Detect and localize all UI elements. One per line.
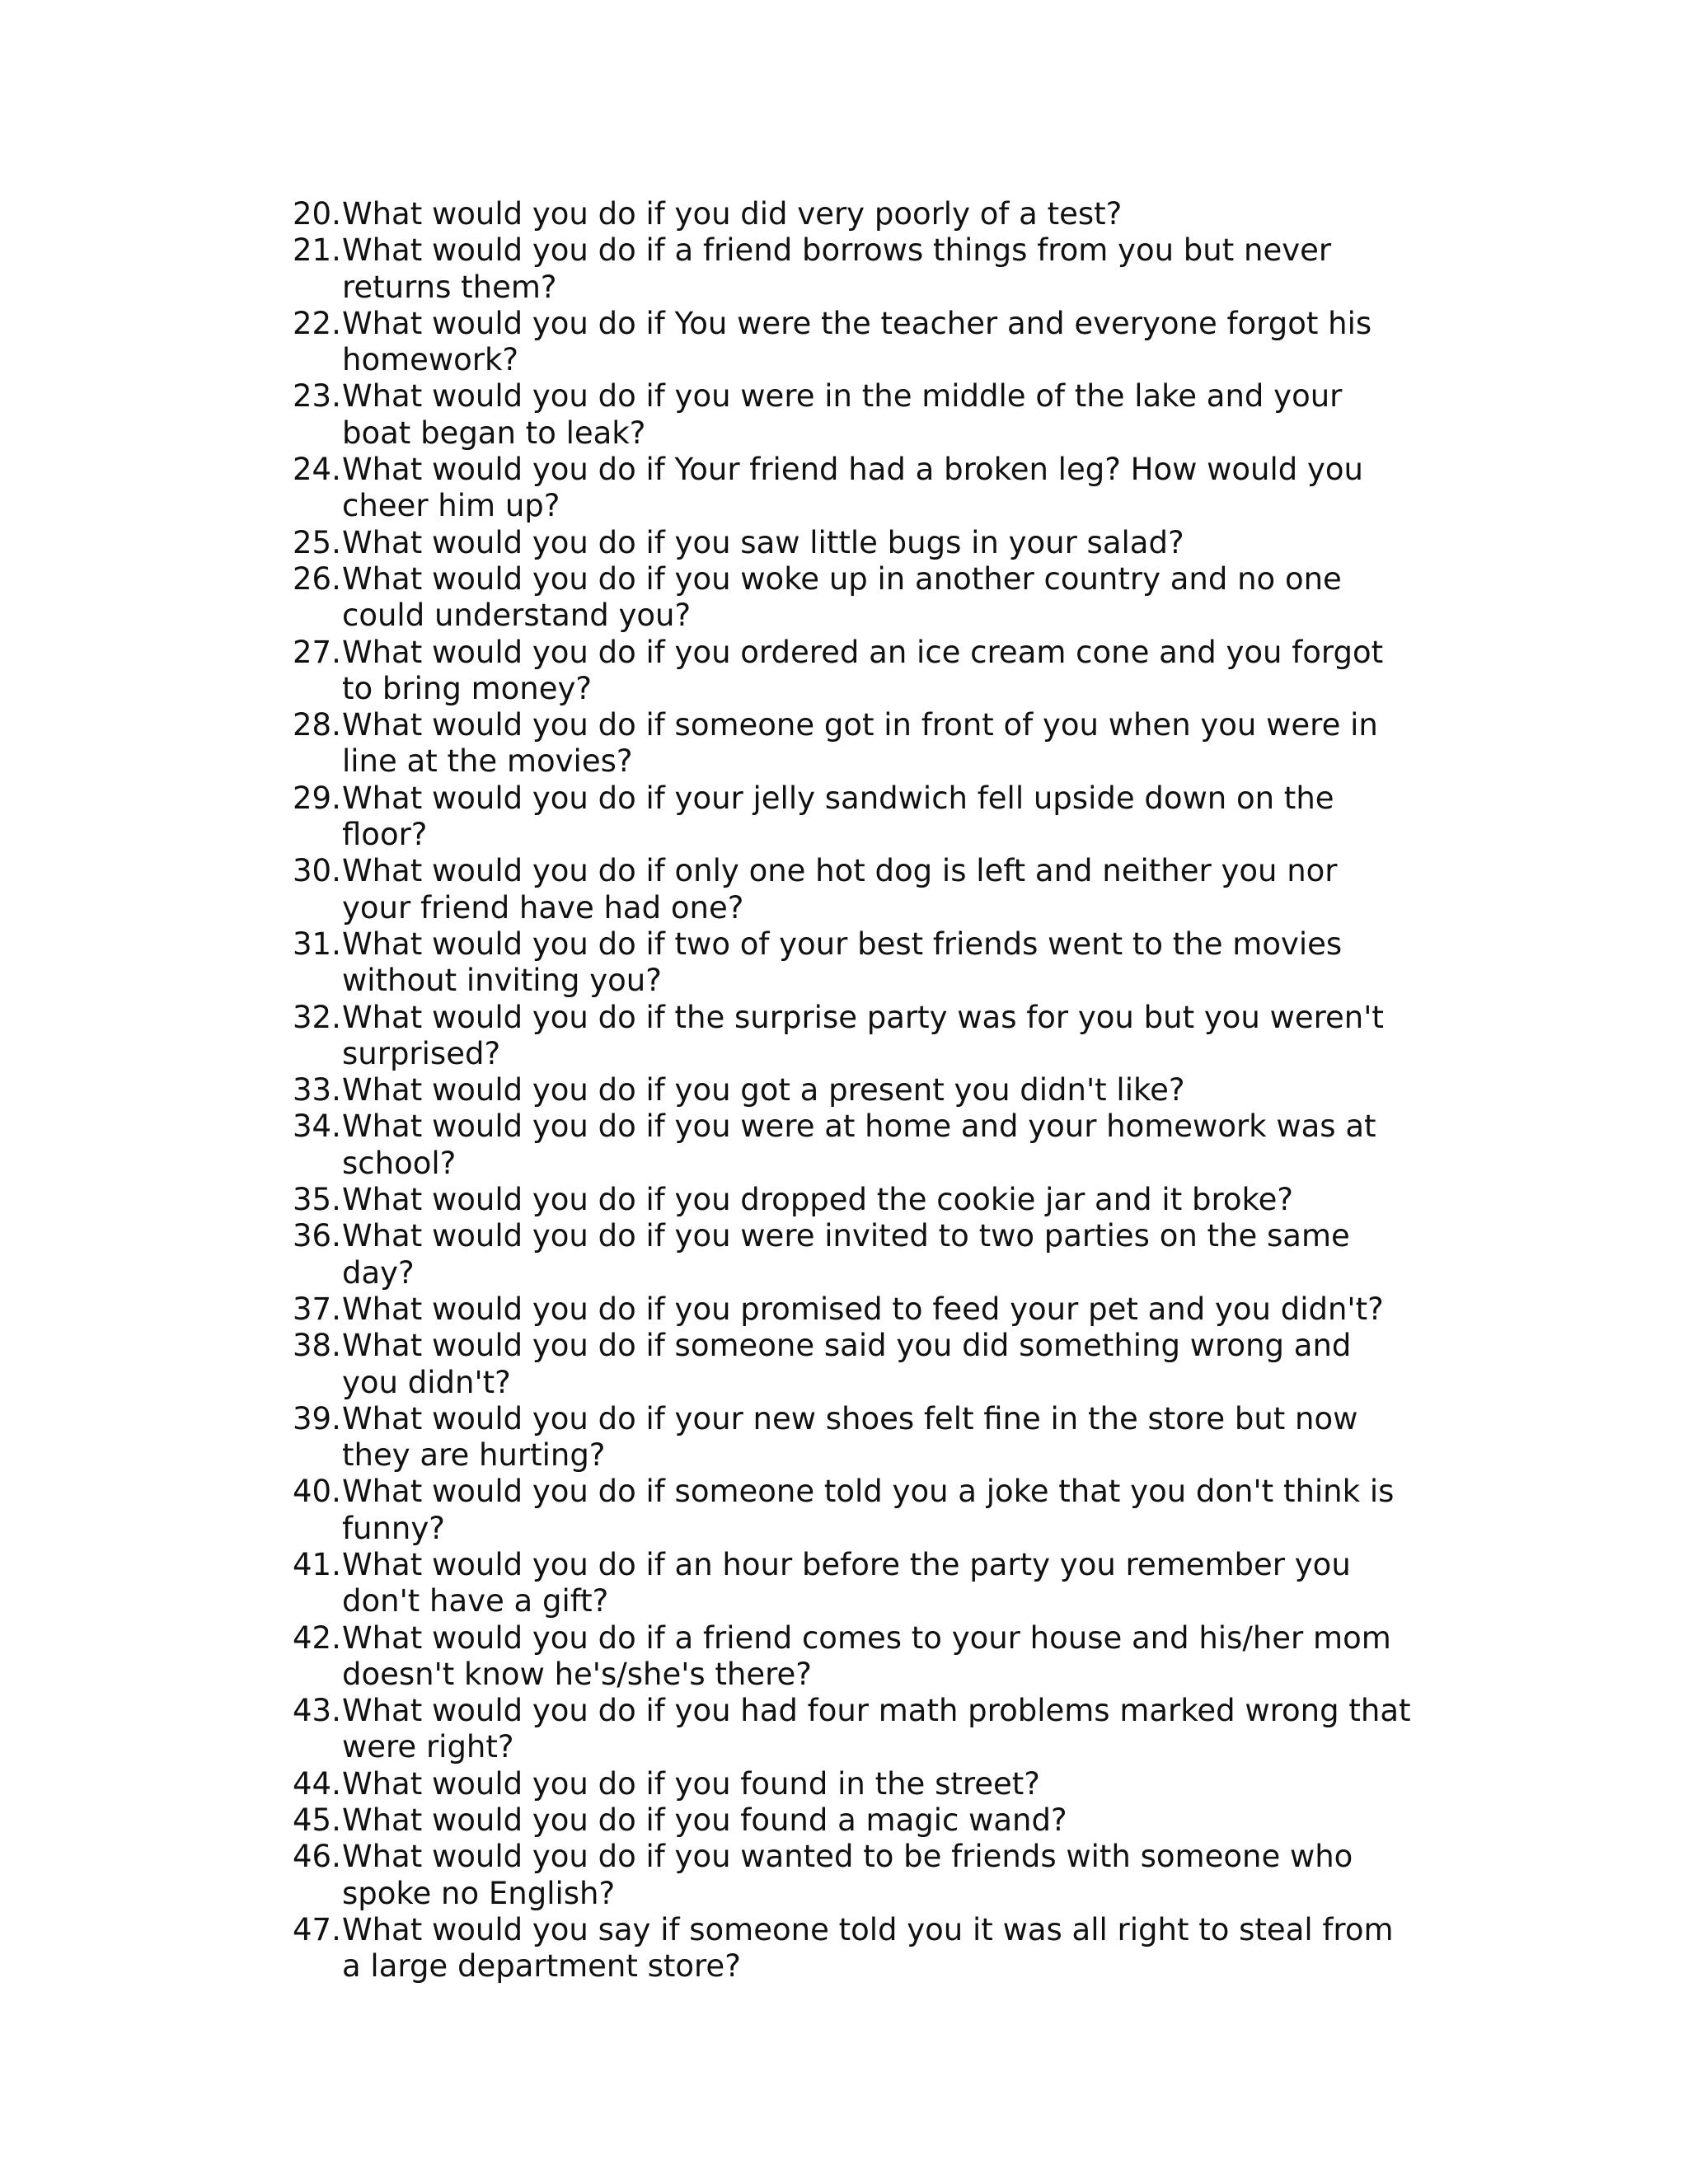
question-text: What would you do if you found in the street?	[342, 1765, 1040, 1802]
list-item	[293, 1072, 1414, 1108]
list-item	[293, 707, 1414, 780]
list-item	[293, 1328, 1414, 1401]
list-item	[293, 1839, 1414, 1912]
question-number: 47.	[293, 1911, 341, 1947]
question-number: 41.	[293, 1546, 341, 1582]
list-item	[293, 780, 1414, 854]
list-item	[293, 232, 1414, 306]
list-item	[293, 1693, 1414, 1766]
list-item	[293, 1547, 1414, 1620]
question-number: 28.	[293, 707, 341, 743]
question-text: What would you do if someone said you did something wrong and you didn't?	[342, 1328, 1352, 1400]
list-item	[293, 1474, 1414, 1547]
question-text: What would you do if you were at home and your homework was at school?	[342, 1108, 1376, 1181]
question-number: 26.	[293, 560, 341, 597]
list-item	[293, 1766, 1414, 1802]
question-number: 44.	[293, 1765, 341, 1802]
list-item	[293, 1182, 1414, 1218]
question-number: 36.	[293, 1218, 341, 1254]
question-number: 46.	[293, 1839, 341, 1875]
question-number: 33.	[293, 1072, 341, 1108]
question-text: What would you do if two of your best friends went to the movies without inviting you?	[342, 926, 1343, 999]
question-text: What would you do if you ordered an ice cream cone and you forgot to bring money?	[342, 634, 1384, 706]
list-item	[293, 853, 1414, 926]
question-text: What would you do if you promised to feed your pet and you didn't?	[342, 1291, 1384, 1327]
list-item	[293, 306, 1414, 379]
question-text: What would you do if Your friend had a broken leg? How would you cheer him up?	[342, 452, 1363, 524]
question-text: What would you do if you woke up in another country and no one could understand you?	[342, 560, 1342, 634]
question-text: What would you do if only one hot dog is left and neither you nor your friend have had one?	[342, 853, 1338, 926]
list-item	[293, 1401, 1414, 1474]
question-number: 21.	[293, 232, 341, 269]
list-item	[293, 635, 1414, 708]
list-item	[293, 1620, 1414, 1694]
question-number: 25.	[293, 524, 341, 560]
list-item	[293, 1108, 1414, 1182]
list-item	[293, 561, 1414, 635]
question-number: 37.	[293, 1291, 341, 1327]
question-text: What would you do if you wanted to be friends with someone who spoke no English?	[342, 1839, 1353, 1911]
question-text: What would you say if someone told you it was all right to steal from a large department store?	[342, 1911, 1394, 1985]
question-text: What would you do if you were invited to two parties on the same day?	[342, 1218, 1350, 1291]
list-item	[293, 1000, 1414, 1073]
question-text: What would you do if you dropped the cookie jar and it broke?	[342, 1182, 1294, 1218]
question-text: What would you do if you were in the middle of the lake and your boat began to leak?	[342, 378, 1343, 451]
question-number: 20.	[293, 196, 341, 232]
question-number: 42.	[293, 1619, 341, 1656]
question-number: 27.	[293, 634, 341, 670]
question-text: What would you do if an hour before the party you remember you don't have a gift?	[342, 1546, 1351, 1619]
list-item	[293, 196, 1414, 232]
question-text: What would you do if a friend comes to your house and his/her mom doesn't know he's/she's there?	[342, 1619, 1391, 1692]
list-item	[293, 1912, 1414, 1985]
question-text: What would you do if your new shoes felt fine in the store but now they are hurting?	[342, 1400, 1358, 1474]
list-item	[293, 1291, 1414, 1328]
question-number: 29.	[293, 780, 341, 816]
question-text: What would you do if you did very poorly of a test?	[342, 196, 1123, 232]
question-text: What would you do if you found a magic wand?	[342, 1802, 1067, 1839]
list-item	[293, 452, 1414, 525]
question-text: What would you do if you saw little bugs in your salad?	[342, 524, 1184, 560]
question-number: 32.	[293, 999, 341, 1035]
question-number: 30.	[293, 853, 341, 889]
list-item	[293, 1802, 1414, 1839]
question-number: 39.	[293, 1400, 341, 1436]
question-text: What would you do if You were the teacher and everyone forgot his homework?	[342, 305, 1372, 378]
list-item	[293, 1218, 1414, 1291]
list-item	[293, 378, 1414, 452]
question-number: 40.	[293, 1474, 341, 1510]
question-number: 31.	[293, 926, 341, 962]
question-text: What would you do if the surprise party was for you but you weren't surprised?	[342, 999, 1384, 1071]
question-number: 34.	[293, 1108, 341, 1145]
question-text: What would you do if a friend borrows things from you but never returns them?	[342, 232, 1332, 305]
question-number: 45.	[293, 1802, 341, 1839]
question-text: What would you do if someone told you a joke that you don't think is funny?	[342, 1474, 1395, 1546]
question-text: What would you do if you got a present you didn't like?	[342, 1072, 1185, 1108]
question-text: What would you do if you had four math problems marked wrong that were right?	[342, 1693, 1411, 1765]
question-number: 24.	[293, 452, 341, 488]
question-number: 23.	[293, 378, 341, 415]
question-number: 43.	[293, 1693, 341, 1729]
question-list	[293, 196, 1414, 1985]
question-number: 38.	[293, 1328, 341, 1364]
list-item	[293, 926, 1414, 1000]
list-item	[293, 525, 1414, 561]
question-text: What would you do if someone got in front of you when you were in line at the movies?	[342, 707, 1378, 780]
question-number: 35.	[293, 1182, 341, 1218]
question-text: What would you do if your jelly sandwich fell upside down on the floor?	[342, 780, 1334, 853]
question-number: 22.	[293, 305, 341, 341]
